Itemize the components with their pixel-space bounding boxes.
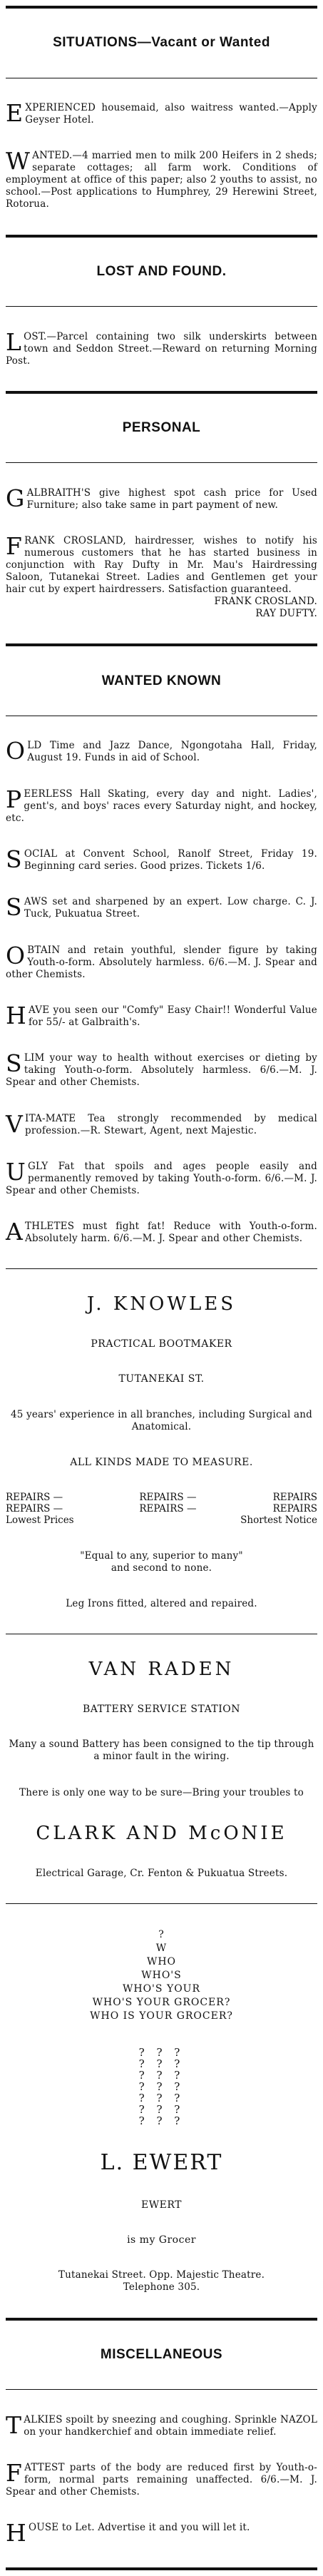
grocer-ladder (6, 1928, 317, 2023)
repairs-word: REPAIRS — (6, 1503, 63, 1515)
drop-cap: S (6, 845, 22, 873)
drop-cap: H (6, 2519, 26, 2547)
ad-text: OUSE to Let. Advertise it and you will let it. (28, 2522, 250, 2534)
ad-text: OCIAL at Convent School, Ranolf Street, Friday 19. Beginning card series. Good prizes. Tickets 1/6. (24, 847, 317, 872)
ad-text: ITA-MATE Tea strongly recommended by medical profession.—R. Stewart, Agent, next Majestic. (25, 1112, 317, 1136)
wanted-heading: WANTED KNOWN (101, 673, 222, 688)
prices-row (6, 1514, 317, 1526)
classified-column (6, 6, 317, 2570)
drop-cap: G (6, 484, 25, 512)
ad-text: XPERIENCED housemaid, also waitress wanted.—Apply Geyser Hotel. (25, 101, 317, 126)
drop-cap: T (6, 2410, 22, 2439)
classified-ad (6, 2519, 317, 2547)
classified-ad (6, 2458, 317, 2498)
ewert-address (6, 2269, 317, 2294)
classified-ad (6, 484, 317, 512)
question-row: ? ? ? (138, 2103, 185, 2117)
drop-cap: A (6, 1218, 24, 1246)
ad-text: EERLESS Hall Skating, every day and night. Ladies', gent's, and boys' races every Saturday night, and hockey, etc. (6, 788, 317, 824)
grocer-line: WHO IS YOUR GROCER? (90, 2010, 233, 2022)
divider (6, 306, 317, 307)
drop-cap: U (6, 1157, 26, 1186)
ad-text: RANK CROSLAND, hairdresser, wishes to notify his numerous customers that he has started business in conjunction with Ray Dufty in Mr. Mau's Hairdressing Saloon, Tutanekai Street. Ladies and Gentlemen get your hair cut by expert hairdressers. Satisfaction guaranteed. (6, 535, 317, 596)
knowles-name: J. KNOWLES (86, 1293, 237, 1315)
ad-text: ATTEST parts of the body are reduced first by Youth-o-form, normal parts remaining unaffected. 6/6.—M. J. Spear and other Chemists. (6, 2461, 317, 2498)
section-rule (6, 235, 317, 238)
shortest-notice: Shortest Notice (240, 1514, 317, 1527)
quote-line: and second to none. (111, 1562, 212, 1574)
section-rule (6, 2318, 317, 2321)
question-row: ? ? ? (138, 2080, 185, 2094)
drop-cap: S (6, 893, 22, 922)
question-row: ? ? ? (138, 2114, 185, 2128)
bottom-rule (6, 2567, 317, 2570)
question-row: ? ? ? (138, 2069, 185, 2082)
classified-ad (6, 2410, 317, 2439)
crosland-ad (6, 532, 317, 620)
vanraden-name: VAN RADEN (88, 1658, 235, 1680)
misc-heading: MISCELLANEOUS (100, 2346, 223, 2362)
ad-text: ALKIES spoilt by sneezing and coughing. Sprinkle NAZOL on your handkerchief and obtain immediate relief. (24, 2413, 317, 2438)
ewert-name-2: EWERT (141, 2199, 182, 2211)
vanraden-body: Many a sound Battery has been consigned to the tip through a minor fault in the wiring. (9, 1738, 314, 1763)
ad-text: OST.—Parcel containing two silk underskirts between town and Seddon Street.—Reward on returning Morning Post. (6, 330, 317, 367)
knowles-street: TUTANEKAI ST. (118, 1373, 205, 1385)
classified-ad (6, 147, 317, 210)
classified-ad (6, 98, 317, 127)
ad-text: LIM your way to health without exercises or dieting by taking Youth-o-form. Absolutely harmless. 6/6.—M. J. Spear and other Chemists. (6, 1052, 317, 1089)
classified-ad (6, 941, 317, 981)
section-rule (6, 643, 317, 646)
repairs-word: REPAIRS (272, 1503, 317, 1515)
classified-ad (6, 845, 317, 873)
personal-heading: PERSONAL (122, 420, 201, 436)
vanraden-address: Electrical Garage, Cr. Fenton & Pukuatua Streets. (35, 1868, 288, 1880)
knowles-trade: PRACTICAL BOOTMAKER (91, 1338, 232, 1350)
classified-ad (6, 327, 317, 367)
question-row: ? ? ? (138, 2092, 185, 2105)
drop-cap: E (6, 98, 24, 127)
classified-ad (6, 785, 317, 825)
vanraden-body: There is only one way to be sure—Bring your troubles to (19, 1786, 304, 1798)
ad-text: GLY Fat that spoils and ages people easily and permanently removed by taking Youth-o-form. 6/6.—M. J. Spear and other Chemists. (6, 1160, 317, 1196)
lowest-prices: Lowest Prices (6, 1514, 74, 1527)
phone-line: Telephone 305. (123, 2281, 200, 2294)
grocer-line: W (155, 1942, 168, 1954)
repairs-block (6, 1492, 317, 1526)
top-rule (6, 6, 317, 9)
divider (6, 1903, 317, 1904)
address-line: Tutanekai Street. Opp. Majestic Theatre. (58, 2269, 265, 2281)
drop-cap: O (6, 941, 26, 969)
ad-text: AVE you seen our "Comfy" Easy Chair!! Wonderful Value for 55/- at Galbraith's. (28, 1004, 317, 1028)
vanraden-title: BATTERY SERVICE STATION (82, 1703, 241, 1715)
ad-text: LD Time and Jazz Dance, Ngongotaha Hall, Friday, August 19. Funds in aid of School. (27, 740, 317, 764)
signature: FRANK CROSLAND. (214, 596, 317, 608)
drop-cap: F (6, 2458, 23, 2487)
grocer-line: WHO'S (141, 1969, 182, 1981)
drop-cap: S (6, 1049, 22, 1078)
quote-line: "Equal to any, superior to many" (80, 1549, 243, 1562)
repairs-word: REPAIRS — (6, 1492, 63, 1504)
lost-heading: LOST AND FOUND. (96, 263, 227, 279)
question-row: ? ? ? (138, 2057, 185, 2071)
knowles-quote (6, 1550, 317, 1574)
drop-cap: F (6, 532, 23, 561)
drop-cap: H (6, 1001, 26, 1029)
situations-heading: SITUATIONS—Vacant or Wanted (53, 35, 270, 51)
classified-ad (6, 1218, 317, 1246)
repairs-word: REPAIRS (272, 1492, 317, 1504)
grocer-line: WHO'S YOUR GROCER? (92, 1996, 231, 2008)
knowles-experience: 45 years' experience in all branches, including Surgical and Anatomical. (10, 1408, 313, 1432)
classified-ad (6, 737, 317, 765)
question-row: ? ? ? (138, 2046, 185, 2060)
repairs-word: REPAIRS — (139, 1492, 197, 1504)
divider (6, 462, 317, 463)
ewert-tag: is my Grocer (127, 2234, 196, 2246)
ewert-name: L. EWERT (100, 2150, 223, 2176)
classified-ad (6, 893, 317, 922)
drop-cap: L (6, 327, 22, 356)
knowles-made-to-measure: ALL KINDS MADE TO MEASURE. (70, 1457, 253, 1468)
repairs-word: REPAIRS — (139, 1503, 197, 1515)
grocer-line: WHO (146, 1955, 177, 1967)
ad-text: ANTED.—4 married men to milk 200 Heifers in 2 sheds; separate cottages; all farm work. Conditions of employment at office of this paper; also 2 youths to assist, no school.—Post applications to Humphrey, 29 Herewini Street, Rotorua. (6, 150, 317, 210)
grocer-line: ? (158, 1928, 165, 1940)
ad-text: BTAIN and retain youthful, slender figure by taking Youth-o-form. Absolutely harmless. 6/6.—M. J. Spear and other Chemists. (6, 944, 317, 980)
drop-cap: O (6, 737, 26, 765)
classified-ad (6, 1001, 317, 1029)
drop-cap: V (6, 1109, 24, 1138)
drop-cap: P (6, 785, 22, 813)
knowles-leg-irons: Leg Irons fitted, altered and repaired. (66, 1597, 257, 1609)
classified-ad (6, 1157, 317, 1197)
question-marks (6, 2047, 317, 2127)
ad-text: THLETES must fight fat! Reduce with Youth-o-form. Absolutely harm. 6/6.—M. J. Spear and other Chemists. (25, 1221, 317, 1245)
signature: RAY DUFTY. (255, 608, 317, 620)
classified-ad (6, 1049, 317, 1089)
clark-mconie: CLARK AND McONIE (36, 1822, 287, 1844)
ad-text: ALBRAITH'S give highest spot cash price for Used Furniture; also take same in part payment of new. (26, 487, 317, 511)
repairs-row (6, 1492, 317, 1503)
grocer-line: WHO'S YOUR (122, 1982, 201, 1995)
ad-text: AWS set and sharpened by an expert. Low charge. C. J. Tuck, Pukuatua Street. (24, 896, 317, 920)
divider (6, 1268, 317, 1269)
section-rule (6, 391, 317, 394)
drop-cap: W (6, 147, 31, 175)
repairs-row (6, 1503, 317, 1514)
divider (6, 2389, 317, 2390)
classified-ad (6, 1109, 317, 1138)
